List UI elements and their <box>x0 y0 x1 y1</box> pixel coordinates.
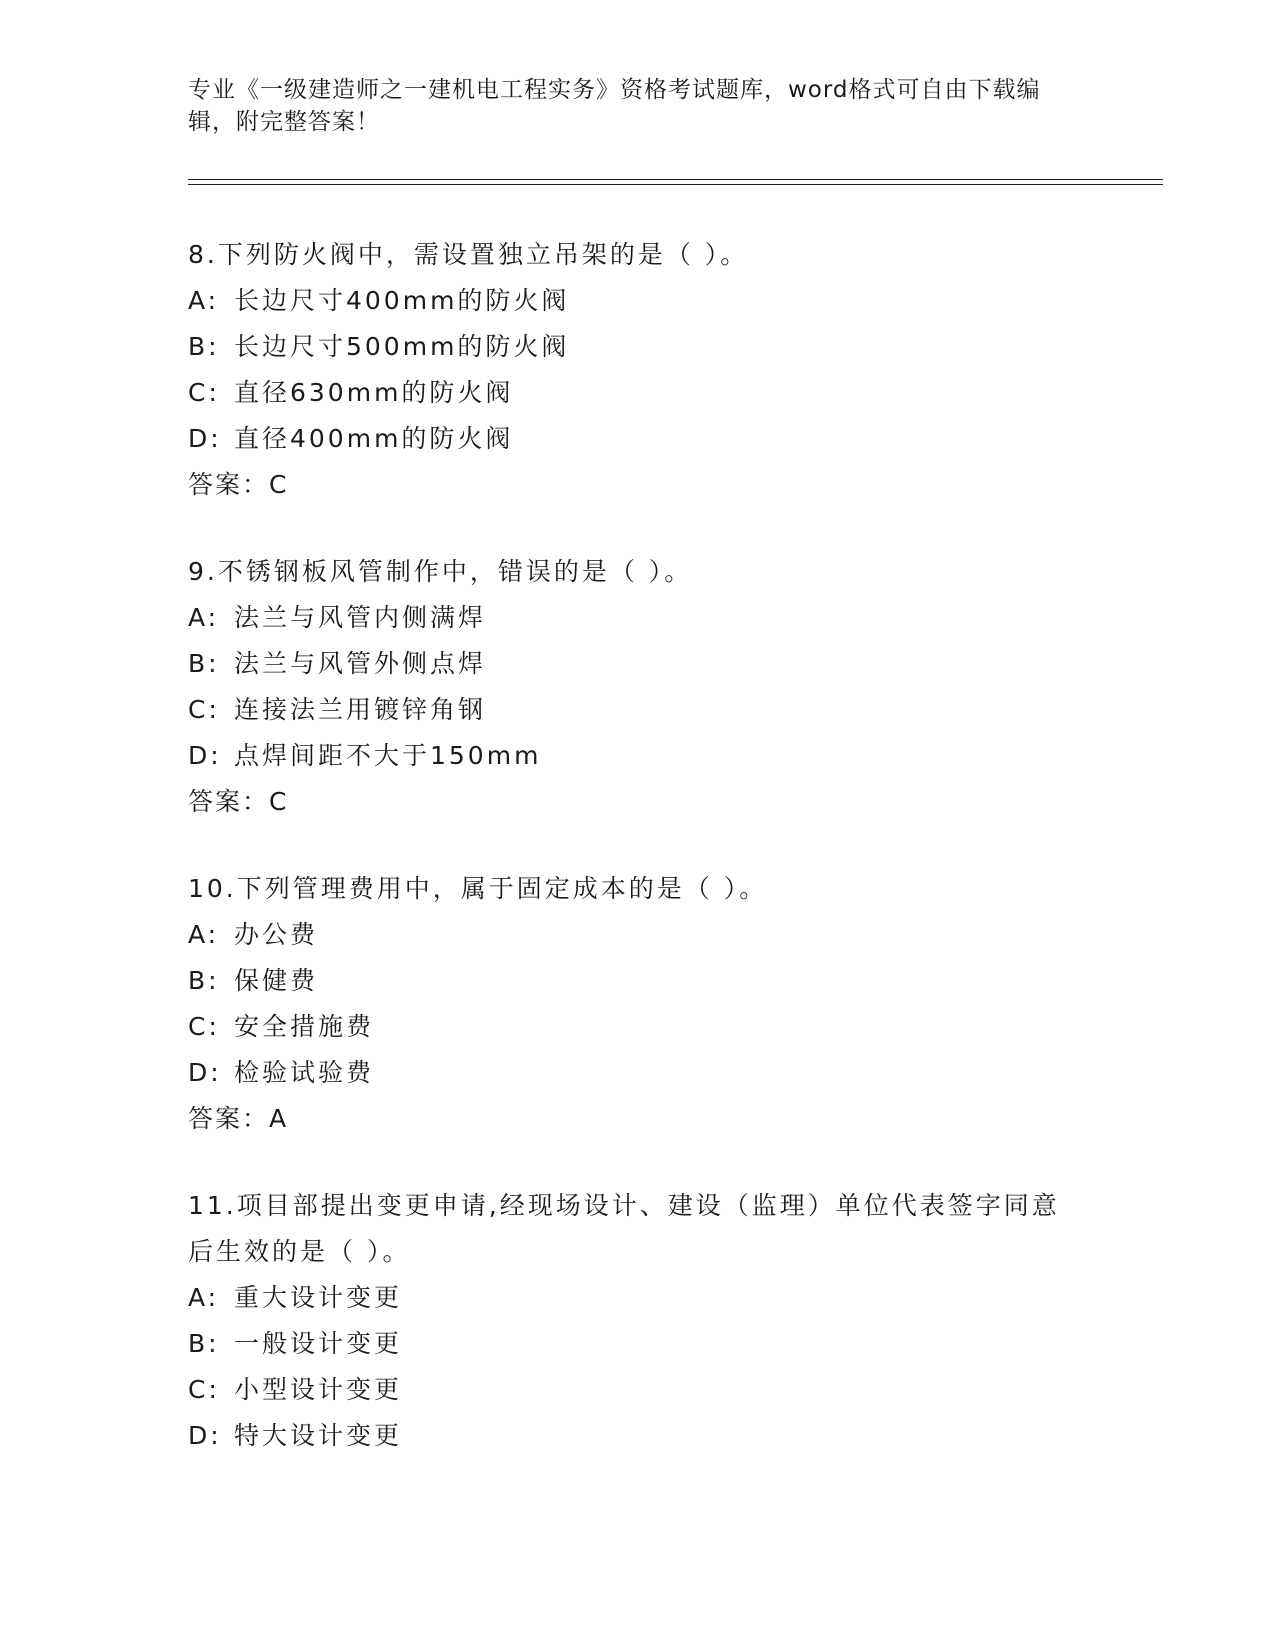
answer-label: 答案：C <box>188 787 289 816</box>
option-text: 检验试验费 <box>234 1058 375 1087</box>
option-c <box>188 1367 1108 1413</box>
option-key: B: <box>188 966 220 995</box>
option-b <box>188 324 1108 370</box>
option-key: C: <box>188 378 220 407</box>
question-8 <box>188 232 1108 508</box>
question-stem: 10.下列管理费用中，属于固定成本的是（ ）。 <box>188 874 768 903</box>
option-key: D: <box>188 1421 222 1450</box>
option-text: 法兰与风管外侧点焊 <box>234 649 487 678</box>
option-key: B: <box>188 649 220 678</box>
answer-label: 答案：C <box>188 470 289 499</box>
option-text: 办公费 <box>234 920 319 949</box>
option-c <box>188 1004 1108 1050</box>
question-stem: 11.项目部提出变更申请,经现场设计、建设（监理）单位代表签字同意后生效的是（ ）。 <box>188 1191 1060 1266</box>
option-key: A: <box>188 603 220 632</box>
option-key: D: <box>188 741 222 770</box>
option-b <box>188 958 1108 1004</box>
option-text: 一般设计变更 <box>234 1329 403 1358</box>
option-d <box>188 1050 1108 1096</box>
option-key: A: <box>188 920 220 949</box>
option-key: A: <box>188 286 220 315</box>
option-text: 长边尺寸500mm的防火阀 <box>234 332 570 361</box>
question-stem: 8.下列防火阀中，需设置独立吊架的是（ ）。 <box>188 240 749 269</box>
option-key: D: <box>188 1058 222 1087</box>
option-a <box>188 278 1108 324</box>
option-b <box>188 641 1108 687</box>
option-text: 直径400mm的防火阀 <box>234 424 514 453</box>
option-b <box>188 1321 1108 1367</box>
question-10 <box>188 866 1108 1142</box>
header-divider-bottom <box>188 184 1163 185</box>
option-d <box>188 416 1108 462</box>
answer-label: 答案：A <box>188 1104 289 1133</box>
option-text: 特大设计变更 <box>234 1421 403 1450</box>
option-text: 长边尺寸400mm的防火阀 <box>234 286 570 315</box>
option-key: C: <box>188 695 220 724</box>
option-key: B: <box>188 332 220 361</box>
question-stem: 9.不锈钢板风管制作中，错误的是（ ）。 <box>188 557 693 586</box>
option-key: C: <box>188 1012 220 1041</box>
option-a <box>188 1275 1108 1321</box>
header-divider-top <box>188 179 1163 180</box>
option-text: 小型设计变更 <box>234 1375 403 1404</box>
document-header: 专业《一级建造师之一建机电工程实务》资格考试题库，word格式可自由下载编辑，附完整答案！ <box>188 77 1041 135</box>
option-d <box>188 1413 1108 1459</box>
option-text: 法兰与风管内侧满焊 <box>234 603 487 632</box>
option-c <box>188 687 1108 733</box>
option-text: 连接法兰用镀锌角钢 <box>234 695 487 724</box>
option-text: 直径630mm的防火阀 <box>234 378 514 407</box>
option-key: A: <box>188 1283 220 1312</box>
option-a <box>188 912 1108 958</box>
option-key: B: <box>188 1329 220 1358</box>
option-key: D: <box>188 424 222 453</box>
question-9 <box>188 549 1108 825</box>
option-text: 保健费 <box>234 966 319 995</box>
option-text: 点焊间距不大于150mm <box>234 741 542 770</box>
option-text: 安全措施费 <box>234 1012 375 1041</box>
option-d <box>188 733 1108 779</box>
option-key: C: <box>188 1375 220 1404</box>
question-11 <box>188 1183 1108 1459</box>
option-a <box>188 595 1108 641</box>
option-c <box>188 370 1108 416</box>
option-text: 重大设计变更 <box>234 1283 403 1312</box>
